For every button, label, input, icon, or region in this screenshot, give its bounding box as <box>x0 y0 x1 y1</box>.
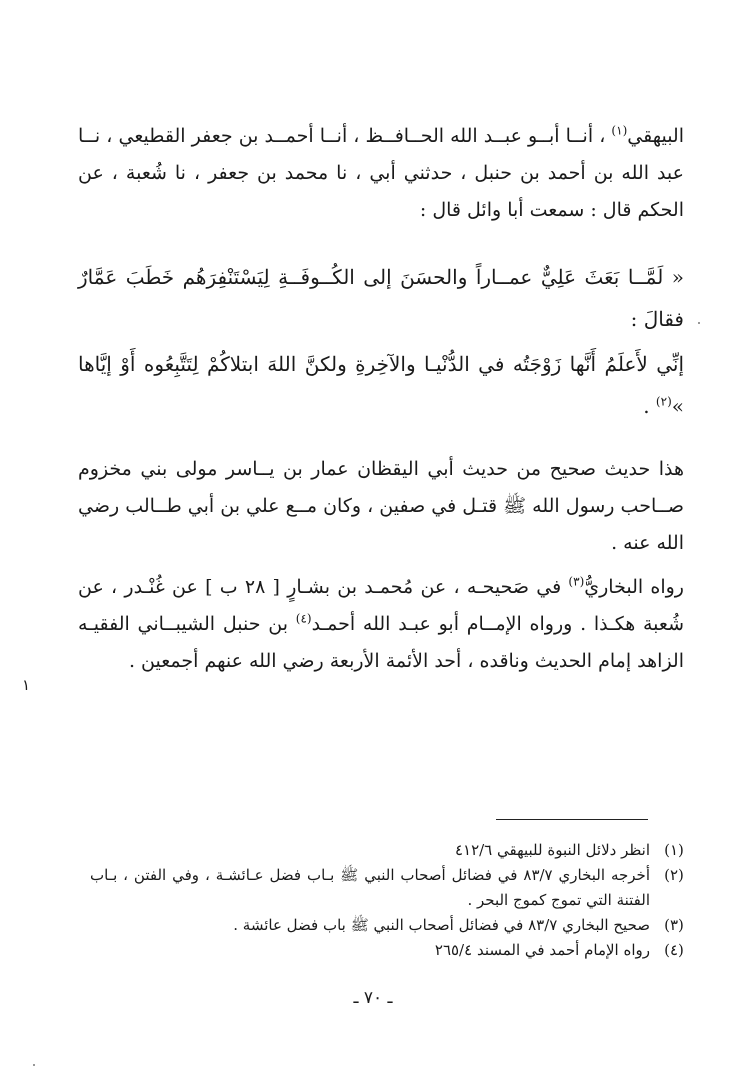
footnote-ref-4[interactable]: (٤) <box>295 611 312 626</box>
scan-speck <box>698 322 700 324</box>
paragraph-text: في صَحيحـه ، عن مُحمـد بن بشـارٍ [ ٢٨ ب ] عن غُنْـدر ، عن شُعبة هكـذا . ورواه الإمــام أبو عبـد الله أحمـد <box>78 576 684 635</box>
paragraph-text: بن حنبل الشيبــاني الفقيـه الزاهد إمام الحديث وناقده ، أحد الأئمة الأربعة رضي الله عنهم أجمعين . <box>78 613 684 672</box>
scan-speck <box>33 1064 35 1066</box>
footnote-number: (١) <box>664 841 684 859</box>
footnote-text: رواه الإمام أحمد في المسند ٢٦٥/٤ <box>434 941 650 959</box>
quote-text: إنِّي لأَعلَمُ أَنَّها زَوْجَتُه في الدُّنْيـا والآخِرةِ ولكنَّ اللهَ ابتلاكُمْ لِتَتَّبِعُوه أَوْ إيَّاها » <box>78 352 684 418</box>
quote-end: . <box>643 394 656 418</box>
footnote-text: أخرجه البخاري ٨٣/٧ في فضائل أصحاب النبي ﷺ بـاب فضل عـائشـة ، وفي الفتن ، بـاب الفتنة التي تموج كموج البحر . <box>90 866 650 909</box>
sources-paragraph <box>78 569 684 680</box>
footnote-item <box>90 838 684 863</box>
footnote-ref-3[interactable]: (٣) <box>568 574 585 589</box>
hadith-text-intro: « لَمَّــا بَعَثَ عَلِيٌّ عمــاراً والحسَنَ إلى الكُــوفَــةِ لِيَسْتَنْفِرَهُم خَطَبَ عَمَّارٌ فقالَ : <box>78 265 684 331</box>
footnote-separator <box>496 819 648 820</box>
hadith-grading-paragraph: هذا حديث صحيح من حديث أبي اليقظان عمار بن يــاسر مولى بني مخزوم صــاحب رسول الله ﷺ قتـل في صفين ، وكان مــع علي بن أبي طــالب رضي الله عنه . <box>78 458 685 554</box>
margin-mark: ١ <box>21 676 30 694</box>
footnote-ref-2[interactable]: (٢) <box>655 394 672 409</box>
footnote-item <box>90 863 684 913</box>
footnote-item <box>90 913 684 938</box>
footnote-number: (٢) <box>664 866 684 884</box>
footnote-number: (٤) <box>664 941 684 959</box>
paragraph-text: ، أنــا أبــو عبــد الله الحــافــظ ، أنــا أحمــد بن جعفر القطيعي ، نــا عبد الله بن أحمد بن حنبل ، حدثني أبي ، نا محمد بن جعفر ، نا شُعبة ، عن الحكم قال : سمعت أبا وائل قال : <box>78 125 684 221</box>
hadith-text-quote <box>78 343 684 427</box>
footnote-ref-1[interactable]: (١) <box>611 123 628 138</box>
footnote-text: انظر دلائل النبوة للبيهقي ٤١٢/٦ <box>454 841 650 859</box>
paragraph-text: البيهقي <box>627 125 684 147</box>
page-number: ـ ٧٠ ـ <box>353 988 393 1008</box>
paragraph-text: رواه البخاريُّ <box>584 576 684 598</box>
footnote-item <box>90 938 684 963</box>
footnote-text: صحيح البخاري ٨٣/٧ في فضائل أصحاب النبي ﷺ باب فضل عائشة . <box>233 916 650 934</box>
footnotes <box>90 838 684 963</box>
footnote-number: (٣) <box>664 916 684 934</box>
chain-of-narration-paragraph <box>78 118 684 229</box>
